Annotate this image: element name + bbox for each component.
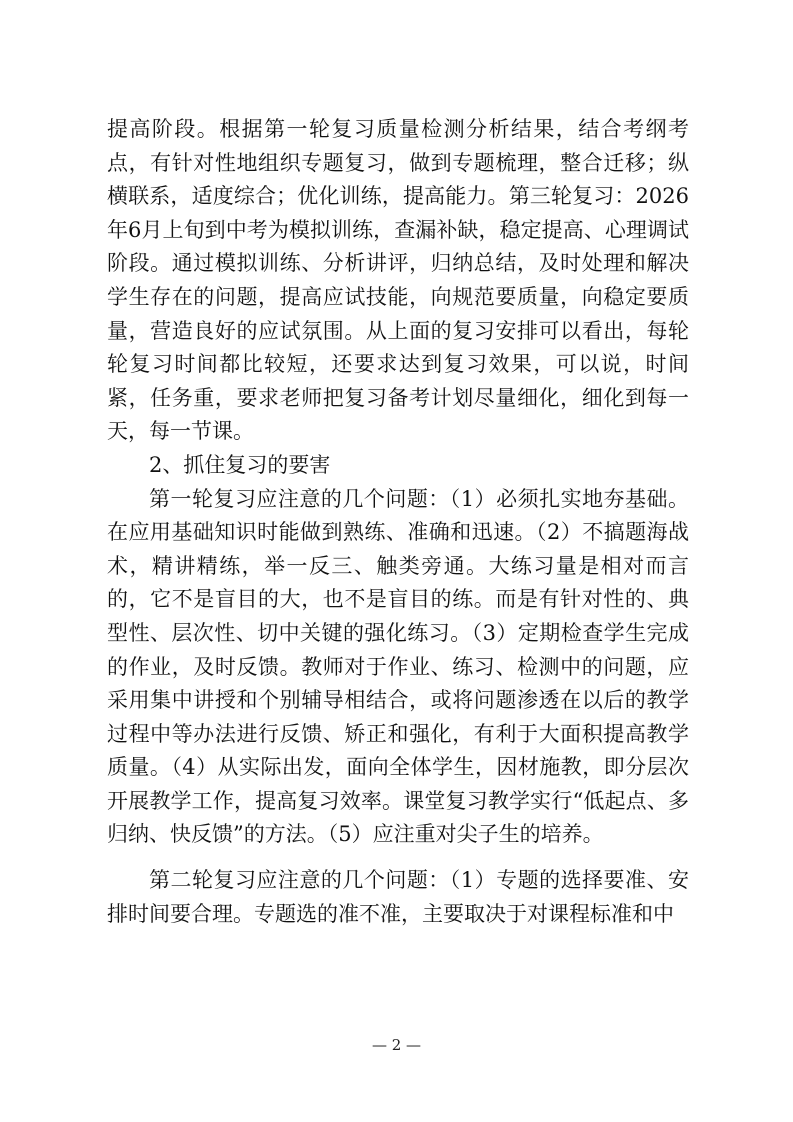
page-number: — 2 — <box>371 1036 422 1054</box>
paragraph-continuation: 提高阶段。根据第一轮复习质量检测分析结果，结合考纲考点，有针对性地组织专题复习，做到专题梳理，整合迁移；纵横联系，适度综合；优化训练，提高能力。第三轮复习：2026年6月上旬到中考为模拟训练，查漏补缺，稳定提高、心理调试阶段。通过模拟训练、分析讲评，归纳总结，及时处理和解决学生存在的问题，提高应试技能，向规范要质量，向稳定要质量，营造良好的应试氛围。从上面的复习安排可以看出，每轮轮复习时间都比较短，还要求达到复习效果，可以说，时间紧，任务重，要求老师把复习备考计划尽量细化，细化到每一天，每一节课。 <box>107 117 689 444</box>
body-text <box>107 113 689 931</box>
paragraph-first-round: 第一轮复习应注意的几个问题：（1）必须扎实地夯基础。在应用基础知识时能做到熟练、准确和迅速。（2）不搞题海战术，精讲精练，举一反三、触类旁通。大练习量是相对而言的，它不是盲目的大，也不是盲目的练。而是有针对性的、典型性、层次性、切中关键的强化练习。（3）定期检查学生完成的作业，及时反馈。教师对于作业、练习、检测中的问题，应采用集中讲授和个别辅导相结合，或将问题渗透在以后的教学过程中等办法进行反馈、矫正和强化，有利于大面积提高教学质量。（4）从实际出发，面向全体学生，因材施教，即分层次开展教学工作，提高复习效率。课堂复习教学实行“低起点、多归纳、快反馈”的方法。（5）应注重对尖子生的培养。 <box>107 486 689 847</box>
paragraph-second-round: 第二轮复习应注意的几个问题：（1）专题的选择要准、安排时间要合理。专题选的准不准，主要取决于对课程标准和中 <box>107 868 689 926</box>
section-heading: 2、抓住复习的要害 <box>149 452 331 477</box>
